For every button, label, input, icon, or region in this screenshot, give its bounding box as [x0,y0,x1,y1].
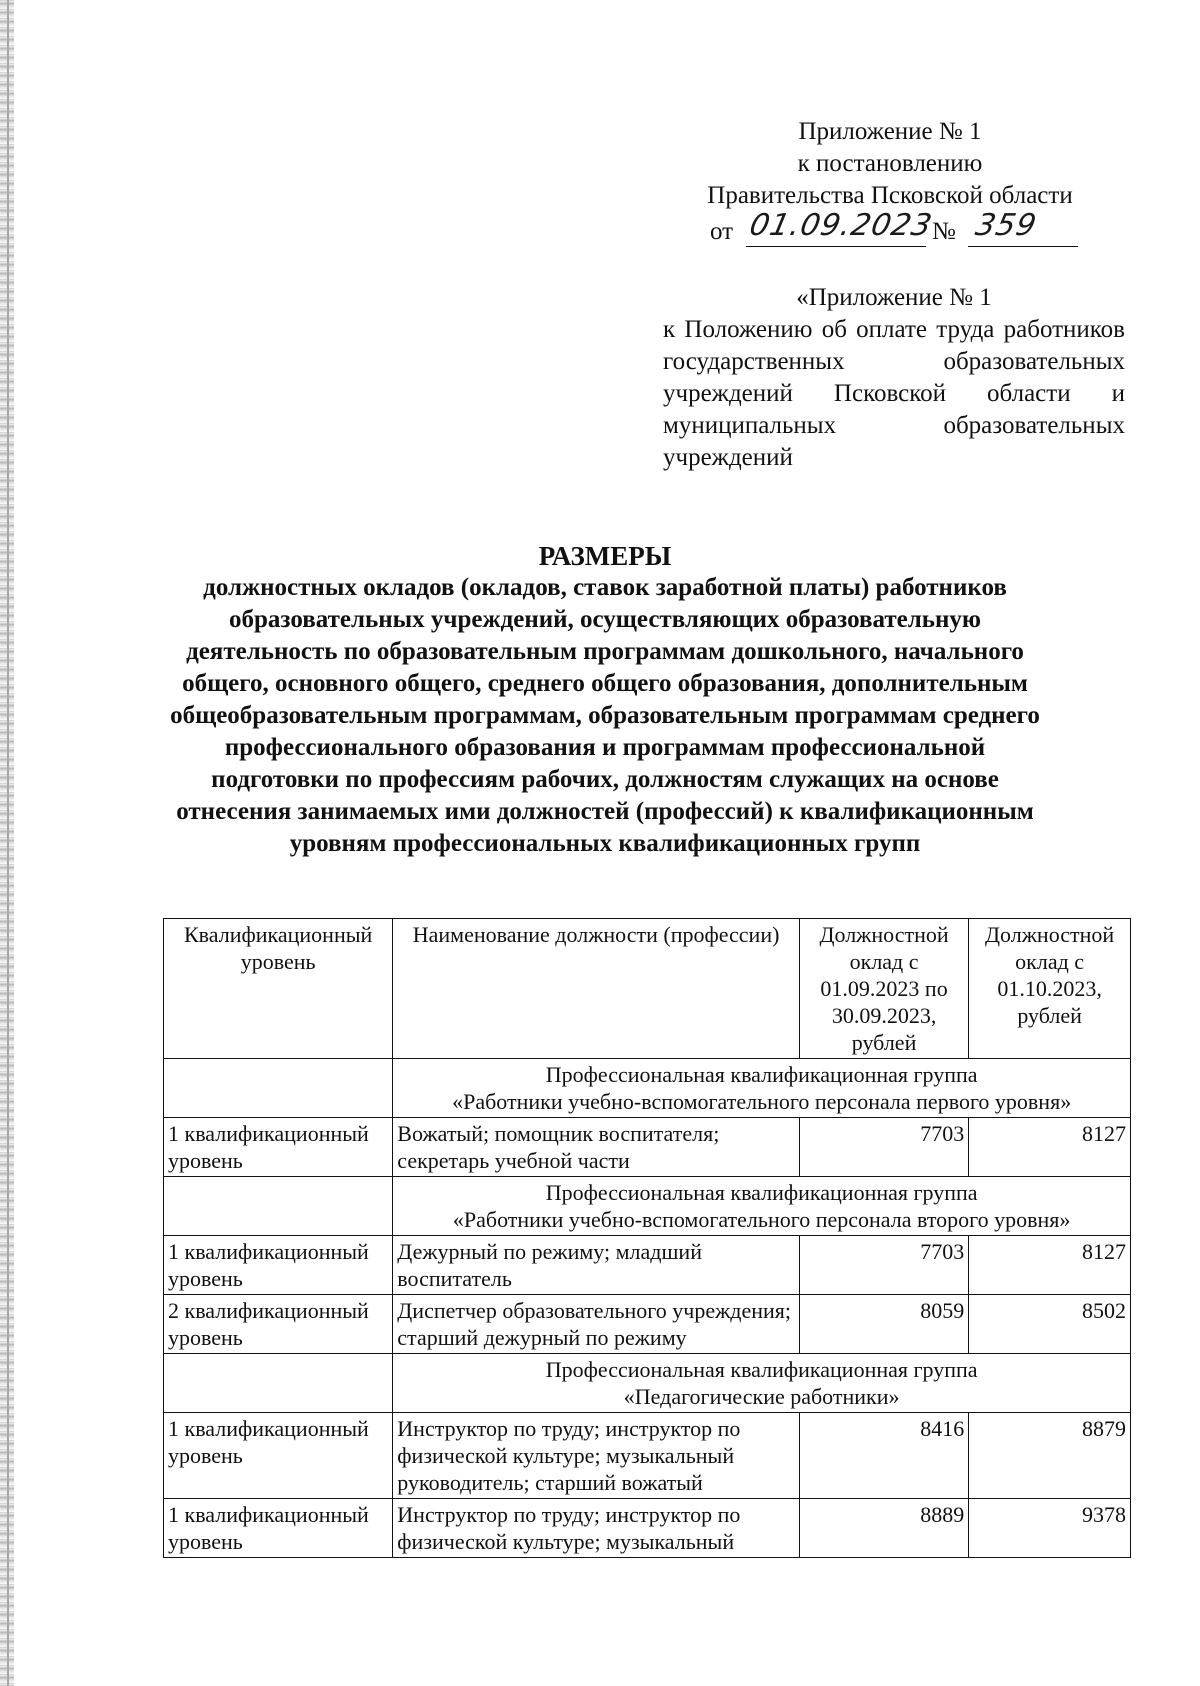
cell-salary-oct: 8127 [969,1236,1131,1295]
group-title-line2: «Работники учебно-вспомогательного персонала второго уровня» [452,1207,1071,1232]
table-header-row [164,919,1131,1059]
cell-position: Вожатый; помощник воспитателя; секретарь учебной части [393,1118,800,1177]
cell-position: Дежурный по режиму; младший воспитатель [393,1236,800,1295]
cell-level: 1 квалификационный уровень [164,1118,393,1177]
group-title-line1: Профессиональная квалификационная группа [545,1062,978,1087]
date-prefix: от [710,218,734,245]
cell-salary-oct: 8879 [969,1413,1131,1499]
cell-salary-sep: 8889 [799,1499,968,1558]
cell-salary-oct: 8502 [969,1295,1131,1354]
table-row [164,1413,1131,1499]
group-title-line1: Профессиональная квалификационная группа [545,1357,978,1382]
date-underline [746,246,926,247]
approval-header [660,116,1120,248]
cell-salary-sep: 7703 [799,1118,968,1177]
resolution-reference: к постановлению [797,150,983,177]
header-salary-sep: Должностной оклад с 01.09.2023 по 30.09.2023, рублей [799,919,968,1059]
cell-level: 1 квалификационный уровень [164,1499,393,1558]
document-title-main: РАЗМЕРЫ [538,541,672,571]
cell-salary-oct: 8127 [969,1118,1131,1177]
appendix-number: Приложение № 1 [798,118,982,145]
group-empty-cell [164,1177,393,1236]
handwritten-date: 01.09.2023 [746,208,936,243]
table-row [164,1499,1131,1558]
number-underline [968,246,1078,247]
table-row [164,1236,1131,1295]
cell-salary-sep: 7703 [799,1236,968,1295]
annex-body: к Положению об оплате труда работников государственных образовательных учреждений Псковской области и муниципальных образовательных учреждений [663,316,1125,471]
table-row [164,1118,1131,1177]
group-title [393,1177,1131,1236]
group-title-line2: «Работники учебно-вспомогательного персонала первого уровня» [452,1089,1072,1114]
group-row [164,1059,1131,1118]
annex-reference [663,282,1125,474]
number-sign: № [932,218,956,245]
cell-salary-sep: 8416 [799,1413,968,1499]
cell-position: Инструктор по труду; инструктор по физической культуре; музыкальный [393,1499,800,1558]
table-row [164,1295,1131,1354]
scan-edge-line [7,0,9,1686]
annex-title: «Приложение № 1 [796,284,992,311]
group-title [393,1059,1131,1118]
government-name: Правительства Псковской области [707,182,1073,209]
cell-position: Инструктор по труду; инструктор по физической культуре; музыкальный руководитель; старший вожатый [393,1413,800,1499]
handwritten-number: 359 [972,208,1041,243]
group-title-line2: «Педагогические работники» [623,1384,900,1409]
cell-position: Диспетчер образовательного учреждения; старший дежурный по режиму [393,1295,800,1354]
cell-salary-oct: 9378 [969,1499,1131,1558]
cell-level: 1 квалификационный уровень [164,1413,393,1499]
cell-level: 1 квалификационный уровень [164,1236,393,1295]
document-title [160,540,1050,860]
group-title-line1: Профессиональная квалификационная группа [545,1180,978,1205]
header-level: Квалификационный уровень [164,919,393,1059]
cell-salary-sep: 8059 [799,1295,968,1354]
group-title [393,1354,1131,1413]
header-salary-oct: Должностной оклад с 01.10.2023, рублей [969,919,1131,1059]
date-number-line [660,208,1120,248]
group-row [164,1354,1131,1413]
group-empty-cell [164,1354,393,1413]
group-row [164,1177,1131,1236]
salary-table [163,918,1131,1558]
group-empty-cell [164,1059,393,1118]
document-title-subtitle: должностных окладов (окладов, ставок заработной платы) работников образовательных учреждений, осуществляющих образовательную деятельность по образовательным программам дошкольного, начального общего, основного общего, среднего общего образования, дополнительным общеобразовательным программам, образовательным программам среднего профессионального образования и программам профессиональной подготовки по профессиям рабочих, должностям служащих на основе отнесения занимаемых ими должностей (профессий) к квалификационным уровням профессиональных квалификационных групп [170,574,1040,857]
header-position: Наименование должности (профессии) [393,919,800,1059]
cell-level: 2 квалификационный уровень [164,1295,393,1354]
